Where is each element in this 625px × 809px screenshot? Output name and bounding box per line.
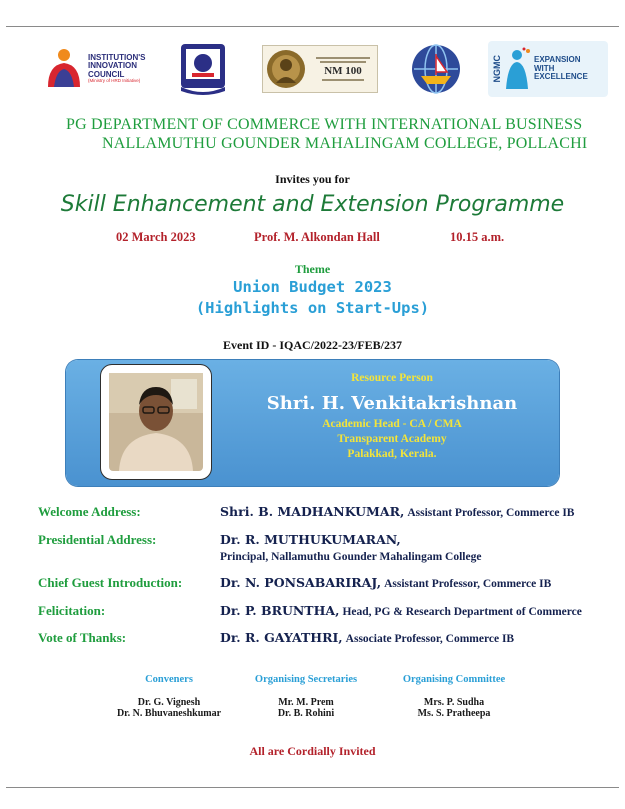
schedule-row-presidential-designation <box>220 549 481 564</box>
college-crest <box>176 40 230 98</box>
speaker-name: Dr. N. PONSABARIRAJ, <box>220 575 382 590</box>
role-chief-guest-intro: Chief Guest Introduction: <box>38 575 183 590</box>
theme-label: Theme <box>294 262 331 276</box>
committee-member: Mrs. P. Sudha <box>423 697 485 708</box>
committee-organising-secretaries <box>236 674 376 719</box>
iic-logo-subtext: (Ministry of HRD Initiative) <box>88 78 141 84</box>
speaker-designation: Assistant Professor, Commerce IB <box>407 507 575 519</box>
department-emblem <box>406 40 466 98</box>
ngmc-logo <box>488 40 608 98</box>
committee-title: Conveners <box>145 674 193 685</box>
committee-title: Organising Committee <box>402 674 506 685</box>
invites-line: Invites you for <box>275 172 350 186</box>
speaker-designation: Associate Professor, Commerce IB <box>345 633 515 645</box>
resource-person-photo <box>100 364 212 480</box>
resource-person-place: Palakkad, Kerala. <box>347 448 437 460</box>
schedule-row-felicitation <box>220 603 582 619</box>
role-presidential: Presidential Address: <box>38 532 157 547</box>
speaker-designation: Principal, Nallamuthu Gounder Mahalingam College <box>220 551 482 563</box>
committee-member: Ms. S. Pratheepa <box>417 708 491 719</box>
closing-line: All are Cordially Invited <box>249 744 376 758</box>
logo-row <box>40 40 610 100</box>
committee-member: Dr. G. Vignesh <box>137 697 201 708</box>
resource-person-designation: Academic Head - CA / CMA <box>322 418 462 430</box>
centenary-seal <box>262 40 378 98</box>
speaker-name: Shri. B. MADHANKUMAR, <box>220 504 405 519</box>
event-id: Event ID - IQAC/2022-23/FEB/237 <box>222 338 402 352</box>
iic-logo <box>44 40 154 98</box>
ngmc-figure-icon <box>502 47 532 91</box>
committee-organising-committee <box>384 674 524 719</box>
programme-title: Skill Enhancement and Extension Programme <box>60 192 565 217</box>
event-time: 10.15 a.m. <box>450 230 505 244</box>
college-crest-icon <box>178 41 228 97</box>
resource-person-organisation: Transparent Academy <box>337 433 447 445</box>
top-rule <box>6 26 619 27</box>
schedule-row-presidential <box>220 532 401 548</box>
speaker-name: Dr. R. GAYATHRI, <box>220 630 343 645</box>
department-title: PG DEPARTMENT OF COMMERCE WITH INTERNATIONAL BUSINESS <box>66 116 583 133</box>
committee-title: Organising Secretaries <box>254 674 358 685</box>
speaker-designation: Assistant Professor, Commerce IB <box>384 578 552 590</box>
centenary-medallion-icon <box>266 49 306 89</box>
schedule-row-welcome <box>220 504 574 520</box>
event-date: 02 March 2023 <box>116 230 196 244</box>
bottom-rule <box>6 787 619 788</box>
person-portrait-icon <box>101 365 211 479</box>
iic-logo-text: INSTITUTION'S INNOVATION COUNCIL <box>88 53 146 79</box>
role-welcome: Welcome Address: <box>38 504 141 519</box>
schedule-row-chief-guest-intro <box>220 575 551 591</box>
event-venue: Prof. M. Alkondan Hall <box>254 230 380 244</box>
resource-person-name: Shri. H. Venkitakrishnan <box>266 393 518 414</box>
committee-member: Dr. N. Bhuvaneshkumar <box>116 708 222 719</box>
speaker-name: Dr. P. BRUNTHA, <box>220 603 340 618</box>
college-title: NALLAMUTHU GOUNDER MAHALINGAM COLLEGE, POLLACHI <box>102 135 588 152</box>
committee-member: Mr. M. Prem <box>278 697 334 708</box>
speaker-designation: Head, PG & Research Department of Commerce <box>342 606 582 618</box>
globe-ship-icon <box>409 42 463 96</box>
committee-member: Dr. B. Rohini <box>277 708 335 719</box>
theme-title: Union Budget 2023 <box>233 278 392 296</box>
ngmc-logo-text: NGMC <box>492 55 502 83</box>
role-vote-of-thanks: Vote of Thanks: <box>38 630 127 645</box>
committee-conveners <box>94 674 244 719</box>
schedule-row-vote-of-thanks <box>220 630 514 646</box>
theme-subtitle: (Highlights on Start-Ups) <box>195 299 430 317</box>
resource-person-label: Resource Person <box>351 372 433 384</box>
role-felicitation: Felicitation: <box>38 603 106 618</box>
ngmc-tagline: EXPANSION WITH EXCELLENCE <box>534 54 588 82</box>
speaker-name: Dr. R. MUTHUKUMARAN, <box>220 532 401 547</box>
iic-figure-icon <box>44 47 84 91</box>
centenary-seal-text: NM 100 <box>324 65 362 77</box>
